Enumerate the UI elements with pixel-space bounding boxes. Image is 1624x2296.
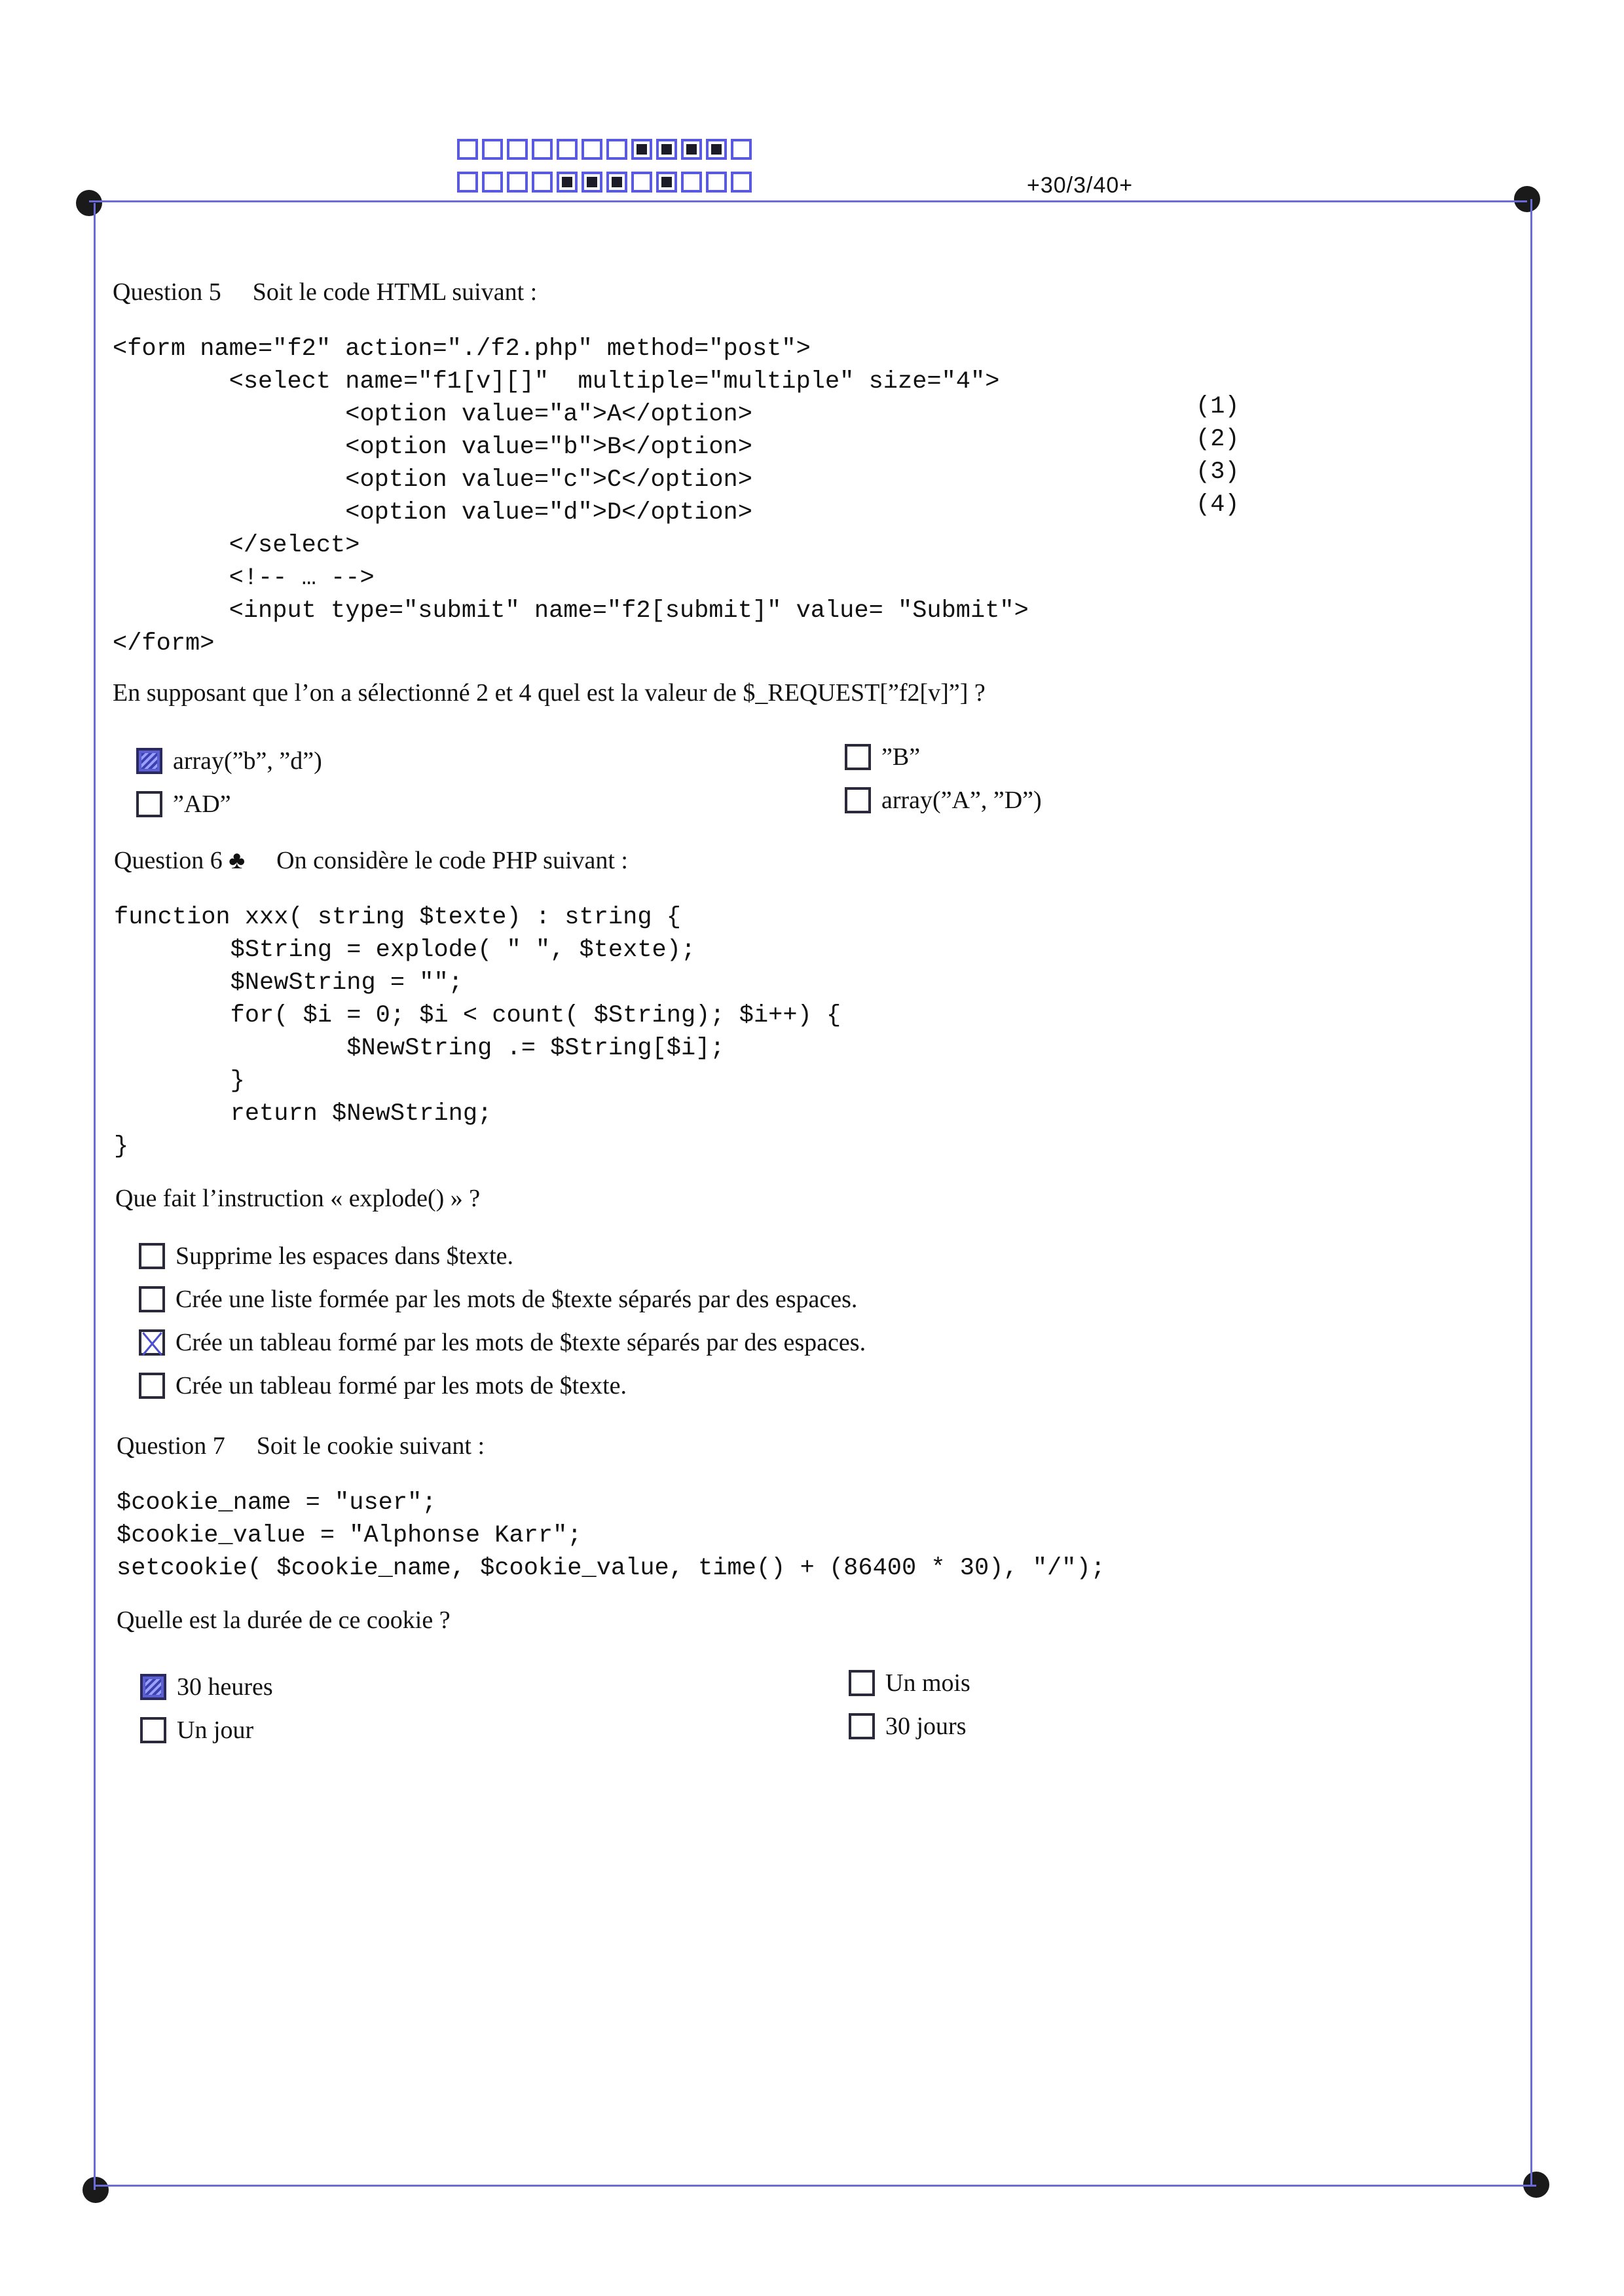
- id-box[interactable]: [681, 139, 702, 160]
- id-box[interactable]: [581, 172, 602, 193]
- q7-option[interactable]: [140, 1673, 273, 1701]
- id-box[interactable]: [557, 172, 578, 193]
- id-box[interactable]: [731, 172, 752, 193]
- question-6-code: function xxx( string $texte) : string { $String = explode( " ", $texte); $NewString = ""; for( $i = 0; $i < count( $String); $i++) { $NewString .= $String[$i]; } return $NewString; }: [114, 904, 841, 1160]
- q6-option[interactable]: [139, 1371, 627, 1400]
- answer-checkbox[interactable]: [139, 1286, 165, 1312]
- q6-option[interactable]: [139, 1285, 857, 1314]
- q6-option[interactable]: [139, 1328, 866, 1357]
- id-box[interactable]: [706, 172, 727, 193]
- answer-checkbox[interactable]: [136, 748, 162, 774]
- answer-checkbox[interactable]: [849, 1713, 875, 1739]
- option-label: ”B”: [881, 743, 921, 771]
- id-box[interactable]: [532, 172, 553, 193]
- question-6-text: Que fait l’instruction « explode() » ?: [115, 1185, 481, 1212]
- answer-checkbox[interactable]: [139, 1243, 165, 1269]
- code-line-number-4: (4): [1196, 491, 1240, 519]
- question-7-prompt: Soit le cookie suivant :: [256, 1432, 485, 1460]
- answer-checkbox[interactable]: [845, 787, 871, 813]
- id-box[interactable]: [507, 172, 528, 193]
- q7-option[interactable]: [140, 1716, 253, 1745]
- id-box[interactable]: [482, 172, 503, 193]
- q5-option[interactable]: [136, 747, 322, 775]
- id-box[interactable]: [457, 172, 478, 193]
- answer-checkbox[interactable]: [140, 1674, 166, 1700]
- code-line-number-3: (3): [1196, 458, 1240, 486]
- frame-left: [94, 203, 96, 2190]
- question-6-label: Question 6 ♣: [114, 847, 246, 874]
- option-label: array(”A”, ”D”): [881, 787, 1042, 814]
- question-7-text: Quelle est la durée de ce cookie ?: [117, 1606, 451, 1634]
- page-id: +30/3/40+: [1027, 173, 1134, 198]
- option-label: Crée un tableau formé par les mots de $texte.: [175, 1372, 627, 1399]
- option-label: array(”b”, ”d”): [173, 747, 322, 775]
- registration-mark-top-left: [76, 190, 102, 216]
- answer-checkbox[interactable]: [140, 1717, 166, 1743]
- student-id-row-2[interactable]: [457, 172, 756, 193]
- option-label: 30 jours: [885, 1713, 967, 1740]
- option-label: ”AD”: [173, 790, 231, 818]
- question-5-code: <form name="f2" action="./f2.php" method="post"> <select name="f1[v][]" multiple="multiple" size="4"> <option value="a">A</option> <option value="b">B</option> <option value="c">C</option> <option value="d">D</option> </select> <!-- … --> <input type="submit" name="f2[submit]" value= "Submit"> </form>: [113, 335, 1029, 657]
- id-box[interactable]: [731, 139, 752, 160]
- id-box[interactable]: [681, 172, 702, 193]
- id-box[interactable]: [581, 139, 602, 160]
- q5-option[interactable]: [845, 786, 1042, 815]
- student-id-row-1[interactable]: [457, 139, 756, 160]
- frame-right: [1530, 199, 1532, 2185]
- question-5-prompt: Soit le code HTML suivant :: [252, 278, 538, 306]
- question-6-header: [114, 846, 628, 875]
- answer-checkbox[interactable]: [139, 1373, 165, 1399]
- q7-option[interactable]: [849, 1669, 970, 1697]
- frame-top: [89, 200, 1527, 202]
- id-box[interactable]: [606, 172, 627, 193]
- id-box[interactable]: [656, 172, 677, 193]
- id-box[interactable]: [706, 139, 727, 160]
- question-7-code: $cookie_name = "user"; $cookie_value = "Alphonse Karr"; setcookie( $cookie_name, $cookie_value, time() + (86400 * 30), "/");: [117, 1489, 1105, 1582]
- id-box[interactable]: [457, 139, 478, 160]
- option-label: Supprime les espaces dans $texte.: [175, 1242, 514, 1270]
- code-line-number-1: (1): [1196, 393, 1240, 420]
- answer-checkbox[interactable]: [139, 1329, 165, 1356]
- option-label: Un mois: [885, 1669, 970, 1697]
- question-5-text: En supposant que l’on a sélectionné 2 et 4 quel est la valeur de $_REQUEST[”f2[v]”] ?: [113, 679, 986, 707]
- q5-option[interactable]: [845, 743, 920, 771]
- id-box[interactable]: [631, 139, 652, 160]
- q6-option[interactable]: [139, 1242, 513, 1270]
- question-5-header: [113, 278, 537, 306]
- id-box[interactable]: [631, 172, 652, 193]
- registration-mark-bottom-left: [83, 2177, 109, 2203]
- id-box[interactable]: [656, 139, 677, 160]
- option-label: Crée un tableau formé par les mots de $texte séparés par des espaces.: [175, 1329, 866, 1356]
- frame-bottom: [96, 2185, 1536, 2187]
- id-box[interactable]: [532, 139, 553, 160]
- id-box[interactable]: [557, 139, 578, 160]
- q5-option[interactable]: [136, 790, 231, 819]
- option-label: 30 heures: [177, 1673, 273, 1701]
- question-6-prompt: On considère le code PHP suivant :: [276, 847, 628, 874]
- option-label: Un jour: [177, 1716, 254, 1744]
- question-7-header: [117, 1432, 485, 1460]
- answer-checkbox[interactable]: [845, 744, 871, 770]
- option-label: Crée une liste formée par les mots de $texte séparés par des espaces.: [175, 1286, 858, 1313]
- q7-option[interactable]: [849, 1712, 967, 1741]
- id-box[interactable]: [507, 139, 528, 160]
- question-7-label: Question 7: [117, 1432, 225, 1460]
- code-line-number-2: (2): [1196, 426, 1240, 453]
- question-5-label: Question 5: [113, 278, 221, 306]
- id-box[interactable]: [606, 139, 627, 160]
- id-box[interactable]: [482, 139, 503, 160]
- registration-mark-top-right: [1514, 186, 1540, 212]
- answer-checkbox[interactable]: [136, 791, 162, 817]
- answer-checkbox[interactable]: [849, 1670, 875, 1696]
